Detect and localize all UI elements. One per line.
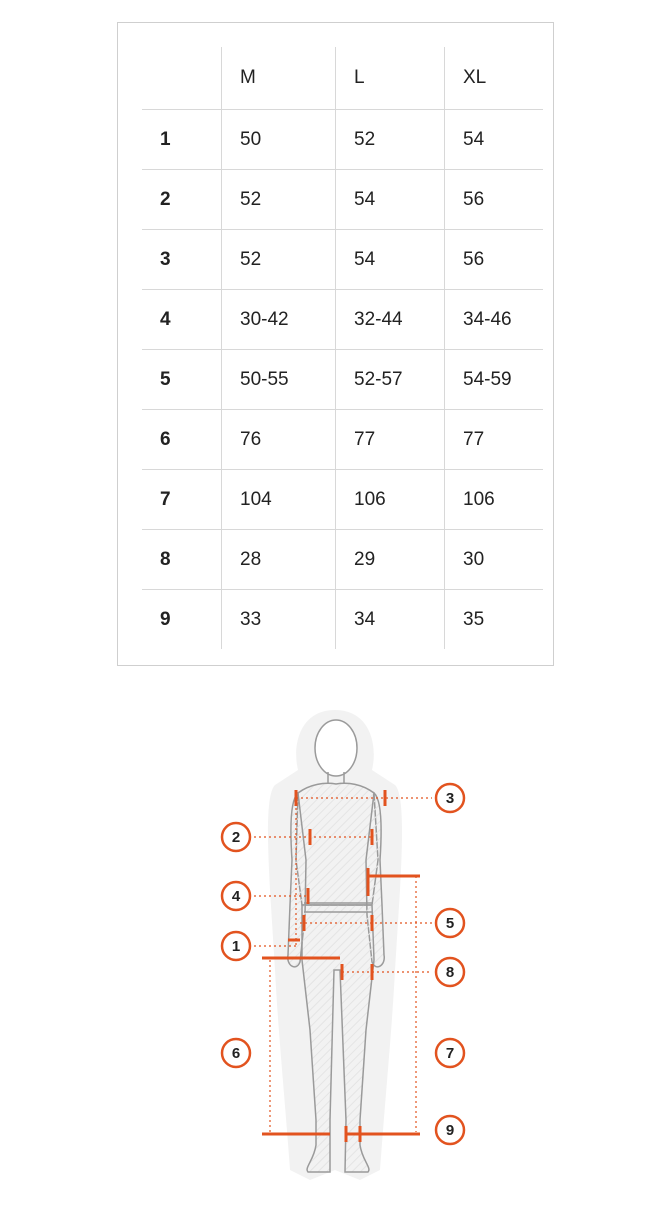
cell-xl: 56 [445,170,544,230]
cell-m: 52 [222,230,336,290]
cell-m: 76 [222,410,336,470]
marker-6 [222,1039,250,1067]
svg-text:8: 8 [445,964,455,981]
cell-m: 30-42 [222,290,336,350]
cell-xl: 35 [445,590,544,650]
cell-l: 52 [336,110,445,170]
svg-text:1: 1 [231,938,241,955]
cell-l: 29 [336,530,445,590]
size-table-card [117,22,554,666]
cell-xl: 54 [445,110,544,170]
table-row [142,410,543,470]
row-number: 1 [142,110,222,170]
svg-text:2: 2 [231,829,241,846]
svg-text:4: 4 [231,888,241,905]
table-row [142,290,543,350]
cell-l: 34 [336,590,445,650]
size-table [142,47,543,649]
svg-text:3: 3 [445,790,455,807]
row-number: 6 [142,410,222,470]
header-empty [142,47,222,110]
cell-m: 104 [222,470,336,530]
row-number: 4 [142,290,222,350]
cell-m: 28 [222,530,336,590]
cell-m: 52 [222,170,336,230]
row-number: 3 [142,230,222,290]
cell-l: 106 [336,470,445,530]
header-l: L [336,47,445,110]
body-measurement-figure [0,700,667,1200]
cell-l: 52-57 [336,350,445,410]
marker-8 [436,958,464,986]
cell-xl: 30 [445,530,544,590]
cell-m: 50 [222,110,336,170]
cell-xl: 54-59 [445,350,544,410]
cell-m: 33 [222,590,336,650]
table-row [142,590,543,650]
row-number: 9 [160,608,171,630]
cell-l: 32-44 [336,290,445,350]
marker-1 [222,932,250,960]
cell-xl: 56 [445,230,544,290]
marker-5 [436,909,464,937]
marker-2 [222,823,250,851]
svg-text:6: 6 [231,1045,241,1062]
cell-l: 54 [336,170,445,230]
table-row [142,530,543,590]
marker-7 [436,1039,464,1067]
marker-4 [222,882,250,910]
row-number: 7 [142,470,222,530]
cell-l: 54 [336,230,445,290]
table-row [142,230,543,290]
header-m: M [222,47,336,110]
table-row [142,350,543,410]
header-xl: XL [445,47,544,110]
svg-text:7: 7 [445,1045,455,1062]
row-number: 5 [142,350,222,410]
table-row [142,170,543,230]
marker-3 [436,784,464,812]
svg-text:9: 9 [445,1122,455,1139]
row-number: 2 [142,170,222,230]
row-number: 8 [142,530,222,590]
cell-xl: 106 [445,470,544,530]
cell-xl: 77 [445,410,544,470]
marker-9 [436,1116,464,1144]
cell-m: 50-55 [222,350,336,410]
svg-text:5: 5 [445,915,455,932]
table-row [142,470,543,530]
cell-xl: 34-46 [445,290,544,350]
table-header-row [142,47,543,110]
cell-l: 77 [336,410,445,470]
human-body-measurement-icon [0,700,667,1200]
table-row [142,110,543,170]
